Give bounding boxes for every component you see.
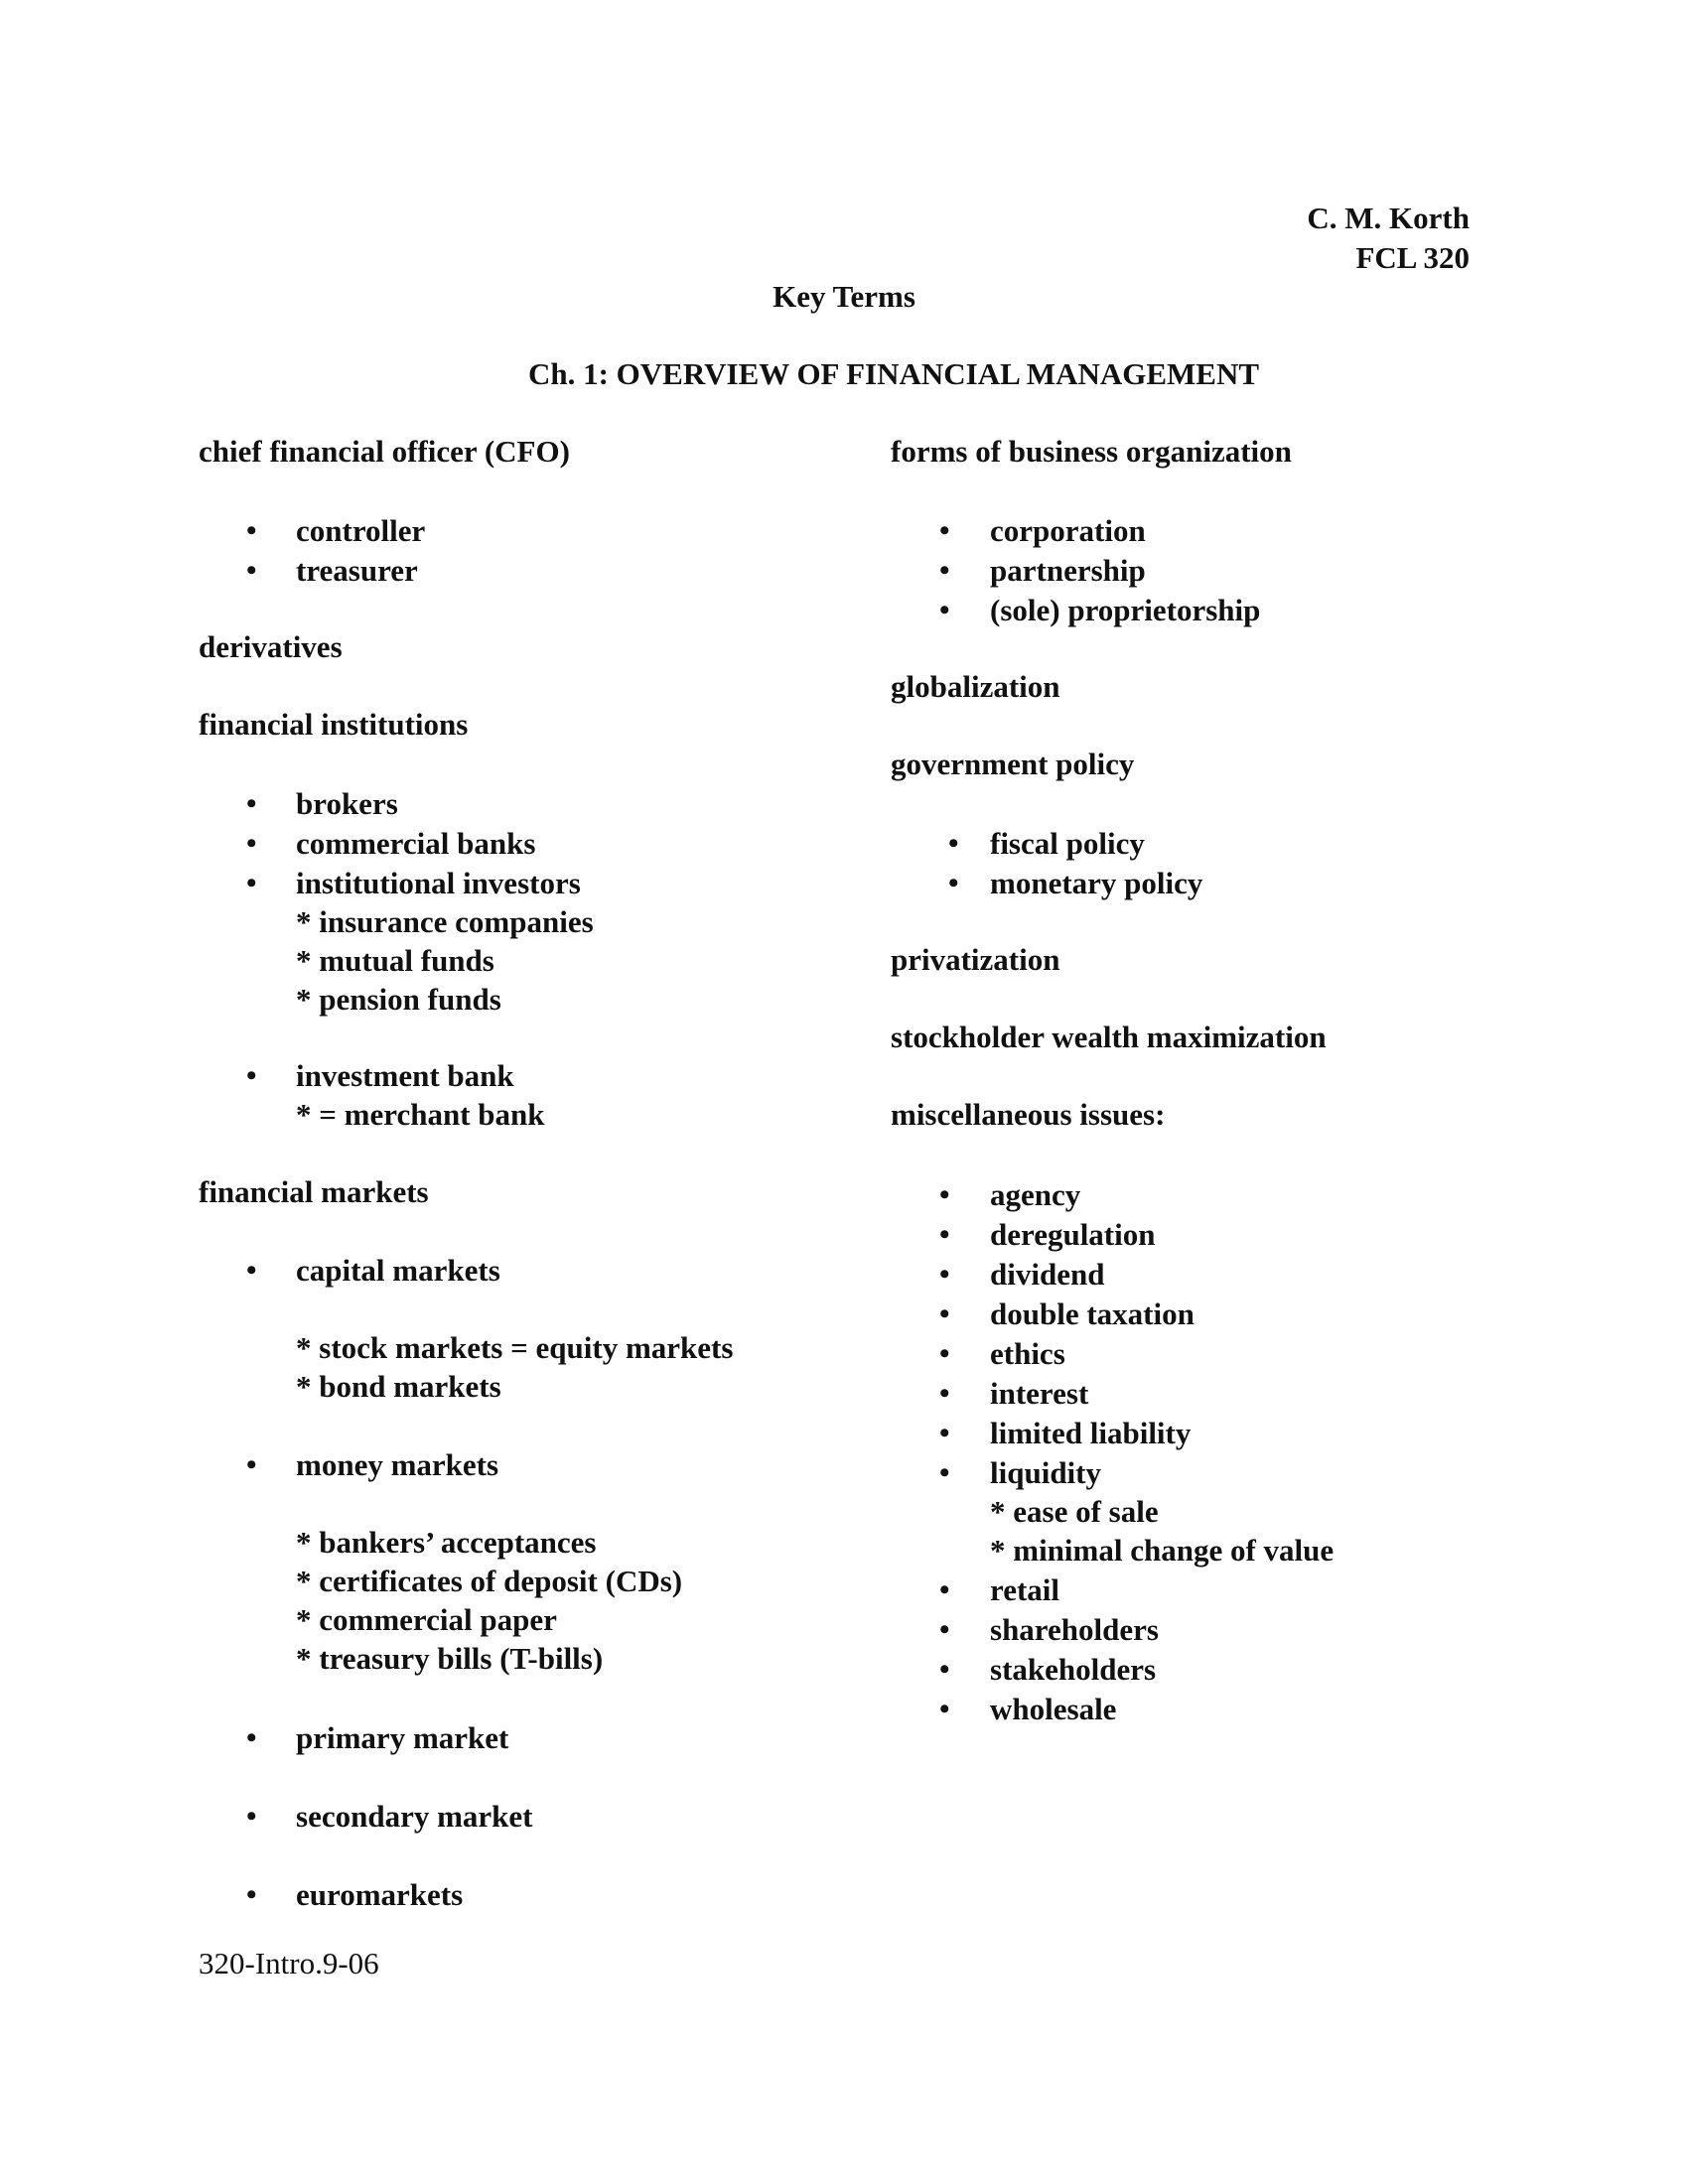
bullet-icon: •	[939, 1178, 950, 1211]
bullet-icon: •	[246, 867, 257, 899]
bullet-icon: •	[939, 1456, 950, 1489]
bullet-icon: •	[939, 1258, 950, 1291]
bullet-icon: •	[246, 1059, 257, 1092]
list-item: deregulation	[990, 1217, 1156, 1252]
list-item: secondary market	[296, 1799, 533, 1834]
list-item: fiscal policy	[990, 826, 1145, 861]
list-item: capital markets	[296, 1253, 500, 1288]
sub-item: * = merchant bank	[296, 1097, 545, 1132]
list-item: double taxation	[990, 1297, 1195, 1331]
list-item: agency	[990, 1177, 1081, 1212]
list-item: ethics	[990, 1336, 1065, 1371]
document-title: Key Terms	[773, 279, 915, 314]
bullet-icon: •	[939, 1337, 950, 1370]
list-item: commercial banks	[296, 826, 536, 861]
list-item: euromarkets	[296, 1877, 464, 1912]
bullet-icon: •	[939, 1417, 950, 1449]
list-item: brokers	[296, 786, 398, 821]
term-forms-of-business: forms of business organization	[891, 434, 1292, 469]
course-code: FCL 320	[1355, 240, 1470, 275]
bullet-icon: •	[939, 554, 950, 587]
bullet-icon: •	[939, 1573, 950, 1606]
list-item: retail	[990, 1572, 1060, 1607]
bullet-icon: •	[246, 787, 257, 820]
sub-item: * certificates of deposit (CDs)	[296, 1564, 683, 1598]
bullet-icon: •	[939, 514, 950, 547]
bullet-icon: •	[246, 514, 257, 547]
sub-item: * pension funds	[296, 982, 501, 1017]
bullet-icon: •	[939, 1693, 950, 1725]
chapter-title: Ch. 1: OVERVIEW OF FINANCIAL MANAGEMENT	[527, 356, 1260, 391]
term-miscellaneous-issues: miscellaneous issues:	[891, 1097, 1166, 1132]
sub-item: * stock markets = equity markets	[296, 1330, 734, 1365]
list-item: (sole) proprietorship	[990, 593, 1261, 627]
term-derivatives: derivatives	[199, 629, 343, 664]
bullet-icon: •	[246, 1448, 257, 1481]
list-item: limited liability	[990, 1416, 1192, 1450]
sub-item: * ease of sale	[990, 1494, 1159, 1529]
term-financial-institutions: financial institutions	[199, 707, 469, 742]
sub-item: * bond markets	[296, 1369, 501, 1404]
list-item: interest	[990, 1376, 1089, 1411]
sub-item: * commercial paper	[296, 1602, 557, 1637]
bullet-icon: •	[939, 1613, 950, 1646]
term-stockholder-wealth: stockholder wealth maximization	[891, 1020, 1327, 1054]
list-item: partnership	[990, 553, 1146, 588]
list-item: dividend	[990, 1257, 1105, 1292]
sub-item: * insurance companies	[296, 904, 594, 939]
bullet-icon: •	[246, 827, 257, 860]
list-item: shareholders	[990, 1612, 1159, 1647]
term-globalization: globalization	[891, 669, 1060, 704]
footer-code: 320-Intro.9-06	[199, 1946, 379, 1980]
term-cfo: chief financial officer (CFO)	[199, 434, 570, 469]
sub-item: * mutual funds	[296, 943, 494, 978]
bullet-icon: •	[948, 867, 959, 899]
bullet-icon: •	[939, 594, 950, 626]
sub-item: * bankers’ acceptances	[296, 1525, 597, 1560]
list-item: primary market	[296, 1720, 509, 1755]
list-item: stakeholders	[990, 1652, 1157, 1687]
list-item: controller	[296, 513, 426, 548]
list-item: investment bank	[296, 1058, 514, 1093]
list-item: institutional investors	[296, 866, 581, 900]
list-item: treasurer	[296, 553, 418, 588]
bullet-icon: •	[246, 1800, 257, 1833]
term-privatization: privatization	[891, 942, 1060, 977]
bullet-icon: •	[246, 554, 257, 587]
list-item: corporation	[990, 513, 1146, 548]
bullet-icon: •	[948, 827, 959, 860]
bullet-icon: •	[246, 1878, 257, 1911]
list-item: monetary policy	[990, 866, 1203, 900]
bullet-icon: •	[246, 1254, 257, 1287]
term-financial-markets: financial markets	[199, 1174, 429, 1209]
term-government-policy: government policy	[891, 747, 1135, 781]
bullet-icon: •	[939, 1377, 950, 1410]
sub-item: * treasury bills (T-bills)	[296, 1641, 604, 1676]
sub-item: * minimal change of value	[990, 1533, 1335, 1568]
list-item: wholesale	[990, 1692, 1117, 1726]
list-item: liquidity	[990, 1455, 1101, 1490]
bullet-icon: •	[939, 1297, 950, 1330]
list-item: money markets	[296, 1447, 499, 1482]
bullet-icon: •	[939, 1653, 950, 1686]
bullet-icon: •	[939, 1218, 950, 1251]
bullet-icon: •	[246, 1721, 257, 1754]
author-name: C. M. Korth	[1307, 201, 1470, 235]
